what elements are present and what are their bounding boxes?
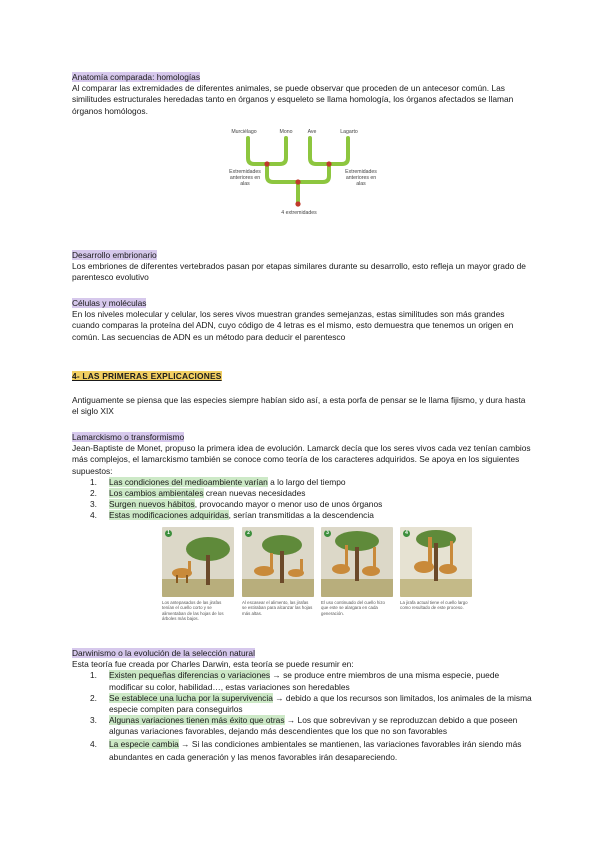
label-left-note: Extremidades anteriores en alas: [229, 169, 261, 187]
label-bottom-note: 4 extremidades: [281, 210, 317, 216]
branch-join: [267, 164, 329, 182]
giraffe-panel-4: [400, 527, 472, 630]
label-mono: Mono: [279, 129, 293, 135]
list-item: 4. La especie cambia → Si las condiciones ambientales se mantienen, las variaciones favorables irán siendo más abundantes en cada generación y las menos favorables irán desapareciendo.: [90, 738, 522, 762]
heading-desarrollo: Desarrollo embrionario: [72, 250, 157, 260]
paragraph-desarrollo: Los embriones de diferentes vertebrados pasan por etapas similares durante su desarrollo, esto refleja un mayor grado de parentesco evolutivo: [72, 261, 526, 283]
list-item: 3. Surgen nuevos hábitos, provocando mayor o menor uso de unos órganos: [90, 499, 383, 510]
list-item: 1. Existen pequeñas diferencias o variaciones → se produce entre miembros de una misma especie, puede modificar su color, habilidad…, estas variaciones son heredables: [90, 670, 500, 692]
label-ave: Ave: [307, 129, 317, 135]
section-4: [72, 371, 534, 382]
giraffe-panel-1: [162, 527, 234, 630]
branch-right: [310, 138, 348, 164]
giraffe-panel-2: [242, 527, 314, 630]
section-darwin: [72, 648, 534, 764]
darwin-list: [72, 670, 534, 763]
giraffe-caption: Los antepasados de las jirafas tenían el cuello corto y se alimentaban de las hojas de los árboles más bajos.: [162, 600, 224, 622]
heading-darwin: Darwinismo o la evolución de la selección natural: [72, 648, 255, 658]
paragraph-darwin-intro: Esta teoría fue creada por Charles Darwin, esta teoría se puede resumir en:: [72, 659, 354, 670]
tree-node: [264, 161, 269, 166]
section-desarrollo: [72, 250, 534, 284]
heading-anatomia: Anatomía comparada: homologías: [72, 72, 201, 82]
giraffe-caption: La jirafa actual tiene el cuello largo como resultado de este proceso.: [400, 600, 468, 611]
heading-celulas: Células y moléculas: [72, 298, 147, 308]
giraffe-caption: El uso continuado del cuello hizo que este se alargara en cada generación.: [321, 600, 385, 616]
homology-diagram: [229, 124, 377, 224]
paragraph-fijismo: Antiguamente se piensa que las especies siempre habían sido así, a esta porfa de pensar se le llama fijismo, y dura hasta el siglo XIX: [72, 395, 526, 417]
tree-node: [295, 179, 300, 184]
lamarck-list: [72, 477, 534, 522]
giraffe-image: 1: [162, 527, 234, 597]
tree-node: [295, 201, 300, 206]
list-item: 2. Se establece una lucha por la supervivencia → debido a que los recursos son limitados, los animales de la misma especie compiten para conseguirlos: [90, 692, 532, 715]
list-item: 3. Algunas variaciones tienen más éxito que otras → Los que sobrevivan y se reproduzcan debido a que poseen algunas variaciones favorables, dejando más descendientes que los que no son favorables: [90, 715, 518, 737]
label-right-note: Extremidades anteriores en alas: [345, 169, 377, 187]
section-4-intro: [72, 395, 534, 417]
heading-lamarck: Lamarckismo o transformismo: [72, 432, 185, 442]
branch-left: [248, 138, 286, 164]
paragraph-celulas: En los niveles molecular y celular, los seres vivos muestran grandes semejanzas, estas similitudes son más grandes cuando comparas la proteína del ADN, cuyo código de 4 letras es el mismo, esto demuestra que tenemos un origen en común. Las secuencias de ADN es un método para deducir el parentesco: [72, 309, 514, 342]
giraffe-panel-3: [321, 527, 393, 630]
giraffe-image: 3: [321, 527, 393, 597]
giraffe-image: 4: [400, 527, 472, 597]
giraffe-image: 2: [242, 527, 314, 597]
paragraph-lamarck: Jean-Baptiste de Monet, propuso la primera idea de evolución. Lamarck decía que los seres vivos cada vez tenían cambios más complejos, el lamarckismo también se conoce como teoría de los caracteres adquiridos. Se apoya en los siguientes supuestos:: [72, 443, 531, 476]
list-item: 1. Las condiciones del medioambiente varían a lo largo del tiempo: [90, 476, 346, 487]
label-murcielago: Murciélago: [231, 129, 257, 135]
heading-section-4: 4- LAS PRIMERAS EXPLICACIONES: [72, 371, 222, 381]
tree-node: [326, 161, 331, 166]
list-item: 2. Los cambios ambientales crean nuevas necesidades: [90, 488, 306, 499]
section-celulas: [72, 298, 534, 343]
section-lamarck: [72, 432, 534, 522]
list-item: 4. Estas modificaciones adquiridas, serían transmitidas a la descendencia: [90, 510, 374, 521]
label-lagarto: Lagarto: [340, 129, 358, 135]
giraffe-caption: Al escasear el alimento, las jirafas se estiraban para alcanzar las hojas más altas.: [242, 600, 313, 616]
paragraph-anatomia: Al comparar las extremidades de diferentes animales, se puede observar que proceden de un antecesor común. Las similitudes estructurales heredadas tanto en órganos y esqueleto se llama homología, los órganos afectados se llaman órganos homólogos.: [72, 83, 514, 116]
giraffe-illustration: [162, 527, 478, 635]
section-anatomia: [72, 72, 534, 117]
